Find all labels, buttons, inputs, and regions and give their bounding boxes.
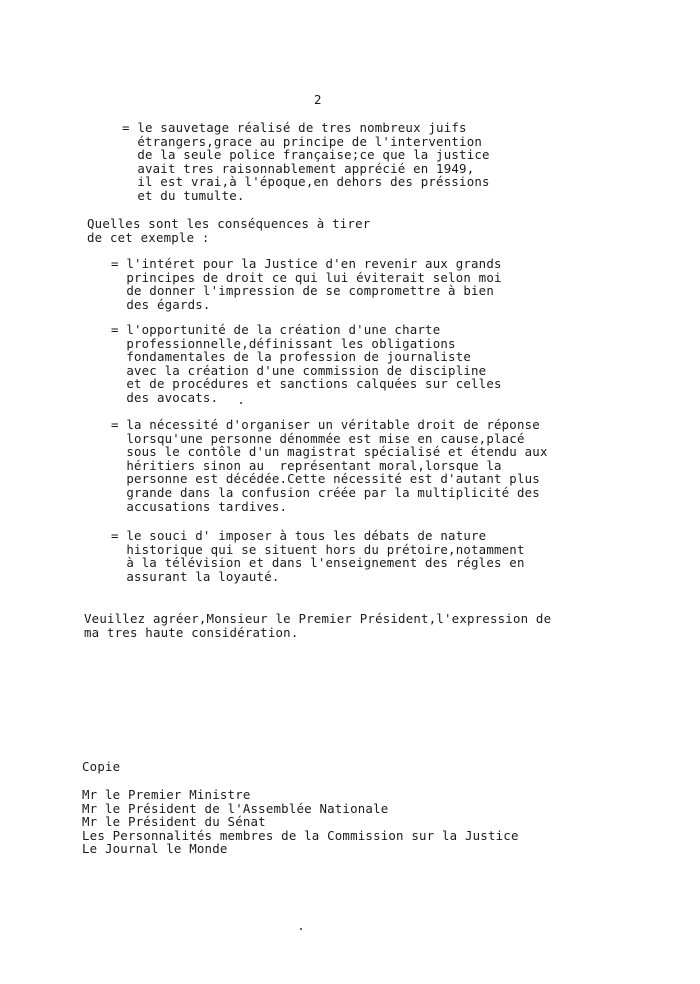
bullet-rescue: = le sauvetage réalisé de tres nombreux juifs étrangers,grace au principe de l'intervention de la seule police française;ce que la justice avait tres raisonnablement apprécié en 1949, il est vrai,à l'époque,en dehors des préssions et du tumulte. <box>122 120 490 203</box>
bullet-reply-right: = la nécessité d'organiser un véritable droit de réponse lorsqu'une personne dénommée est mise en cause,placé sous le contôle d'un magistrat spécialisé et étendu aux héritiers sinon au représentant moral,lorsque la personne est décédée.Cette nécessité est d'autant plus grande dans la confusion créée par la multiplicité des accusations tardives. <box>111 417 548 514</box>
closing-formula: Veuillez agréer,Monsieur le Premier Président,l'expression de ma tres haute considération. <box>84 611 552 640</box>
copy-heading: Copie <box>82 759 121 774</box>
scan-speck <box>240 402 242 404</box>
bullet-justice: = l'intéret pour la Justice d'en revenir aux grands principes de droit ce qui lui éviterait selon moi de donner l'impression de se compromettre à bien des égards. <box>111 256 502 312</box>
bullet-charter: = l'opportunité de la création d'une charte professionnelle,définissant les obligations fondamentales de la profession de journaliste avec la création d'une commission de discipline et de procédures et sanctions calquées sur celles des avocats. <box>111 322 502 405</box>
recipients-list: Mr le Premier Ministre Mr le Président de l'Assemblée Nationale Mr le Président du Sénat Les Personnalités membres de la Commission sur la Justice Le Journal le Monde <box>82 787 519 857</box>
page-number: 2 <box>314 92 322 107</box>
scan-speck <box>300 928 302 930</box>
bullet-debates: = le souci d' imposer à tous les débats de nature historique qui se situent hors du prétoire,notamment à la télévision et dans l'enseignement des régles en assurant la loyauté. <box>111 528 525 584</box>
question-heading: Quelles sont les conséquences à tirer de cet exemple : <box>87 216 371 245</box>
